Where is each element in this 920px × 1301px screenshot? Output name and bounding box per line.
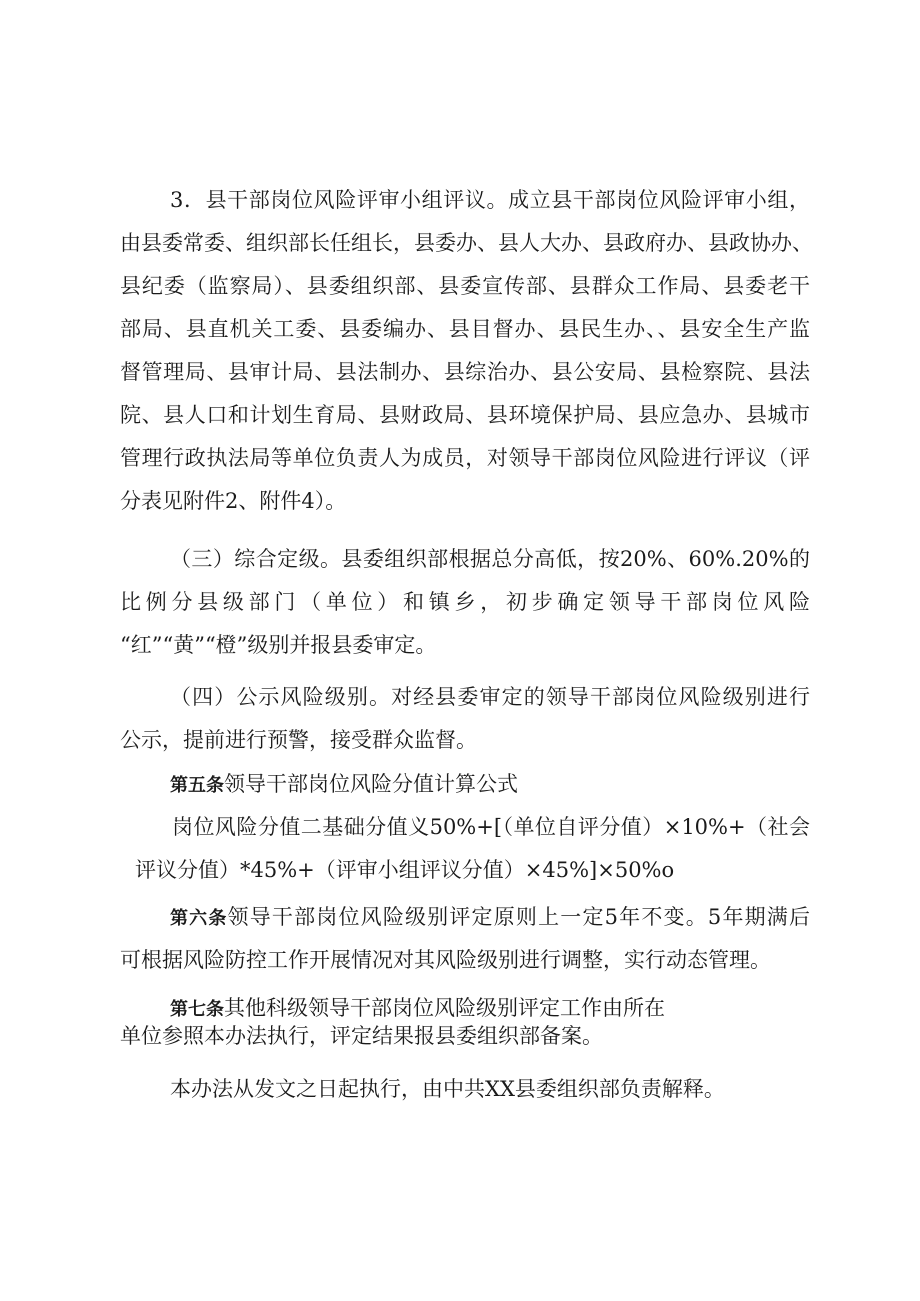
article5-label: 第五条: [170, 775, 224, 796]
article6-text: 领导干部岗位风险级别评定原则上一定5年不变。5年期满后: [227, 905, 810, 929]
article5-line: [170, 769, 810, 801]
para3-line-1: 3．县干部岗位风险评审小组评议。成立县干部岗位风险评审小组，: [170, 188, 810, 212]
article6-line-1: [170, 902, 810, 934]
article5-text: 领导干部岗位风险分值计算公式: [224, 772, 518, 796]
para3-line-6: 院、县人口和计划生育局、县财政局、县环境保护局、县应急办、县城市: [120, 403, 810, 427]
section4-line-1: （四）公示风险级别。对经县委审定的领导干部岗位风险级别进行: [170, 685, 810, 709]
section3-line-2: 比例分县级部门（单位）和镇乡，初步确定领导干部岗位风险: [120, 590, 810, 614]
section4-line-2: 公示，提前进行预警，接受群众监督。: [120, 728, 477, 752]
article6-label: 第六条: [170, 908, 228, 929]
para3-line-5: 督管理局、县审计局、县法制办、县综治办、县公安局、县检察院、县法: [120, 360, 810, 384]
para3-line-8: 分表见附件2、附件4）。: [120, 489, 347, 513]
formula-line-1: 岗位风险分值二基础分值义50%+[（单位自评分值）×10%+（社会: [172, 815, 810, 839]
article7-text: 其他科级领导干部岗位风险级别评定工作由所在: [224, 996, 665, 1020]
formula-line-2: 评议分值）*45%+（评审小组评议分值）×45%]×50%o: [135, 858, 675, 882]
para3-line-2: 由县委常委、组织部长任组长，县委办、县人大办、县政府办、县政协办、: [120, 231, 813, 255]
para3-line-4: 部局、县直机关工委、县委编办、县目督办、县民生办、、县安全生产监: [120, 317, 810, 341]
para3-line-7: 管理行政执法局等单位负责人为成员，对领导干部岗位风险进行评议（评: [120, 446, 810, 470]
section3-line-3: “红”“黄”“橙”级别并报县委审定。: [120, 633, 437, 657]
para3-line-3: 县纪委（监察局）、县委组织部、县委宣传部、县群众工作局、县委老干: [120, 274, 810, 298]
closing-line: 本办法从发文之日起执行，由中共XX县委组织部负责解释。: [170, 1077, 725, 1101]
section3-line-1: （三）综合定级。县委组织部根据总分高低，按20%、60%.20%的: [170, 547, 810, 571]
article7-line-2: 单位参照本办法执行，评定结果报县委组织部备案。: [120, 1024, 603, 1048]
article6-line-2: 可根据风险防控工作开展情况对其风险级别进行调整，实行动态管理。: [120, 948, 771, 972]
article7-label: 第七条: [170, 999, 224, 1020]
